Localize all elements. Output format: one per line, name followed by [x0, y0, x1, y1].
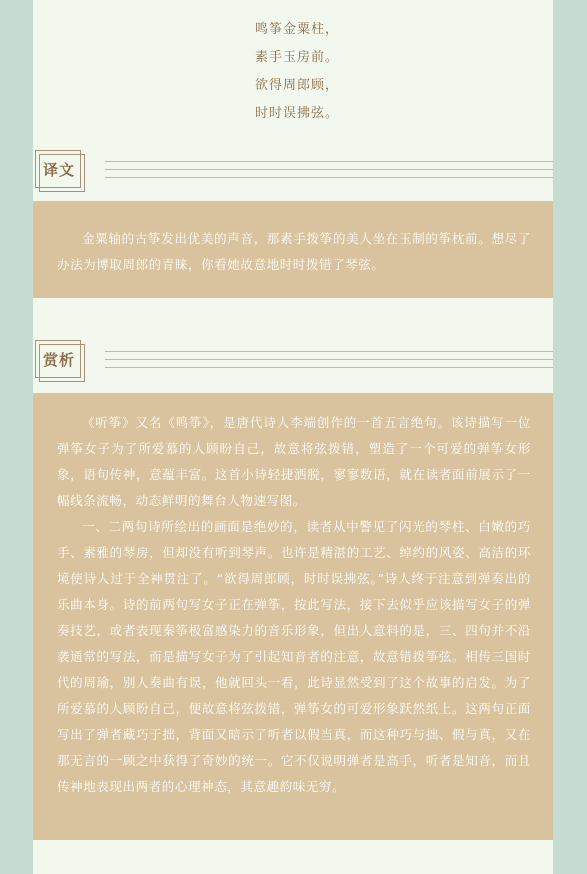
- article-page: [33, 0, 553, 874]
- appreciation-paragraph: 一、二两句诗所绘出的画面是绝妙的，读者从中警见了闪光的琴柱、白嫩的巧手、素雅的琴房，但却没有听到琴声。也许是精湛的工艺、绰约的风姿、高洁的环境使诗人过于全神贯注了。“欲得周郎顾，时时误拂弦。”诗人终于注意到弹奏出的乐曲本身。诗的前两句写女子正在弹筝，按此写法，接下去似乎应该描写女子的弹奏技艺，或者表现秦筝极富感染力的音乐形象，但出人意料的是，三、四句并不沿袭通常的写法，而是描写女子为了引起知音者的注意，故意错拨筝弦。相传三国时代的周瑜，别人奏曲有误，他就回头一看，此诗显然受到了这个故事的启发。为了所爱慕的人顾盼自己，便故意将弦拨错，弹筝女的可爱形象跃然纸上。这两句正面写出了弹者藏巧于拙，背面又暗示了听者以假当真，而这种巧与拙、假与真，又在那无言的一顾之中获得了奇妙的统一。它不仅说明弹者是高手，听者是知音，而且传神地表现出两者的心理神态，其意趣韵味无穷。: [57, 519, 531, 794]
- translation-text: 金粟轴的古筝发出优美的声音，那素手拨筝的美人坐在玉制的筝枕前。想尽了办法为博取周郎的青睐，你看她故意地时时拨错了琴弦。: [57, 231, 531, 272]
- appreciation-header: [33, 340, 553, 384]
- divider-line: [105, 367, 553, 368]
- divider-line: [105, 351, 553, 352]
- poem-line: 素手玉房前。: [254, 50, 339, 65]
- divider-line: [105, 177, 553, 178]
- divider-line: [105, 359, 553, 360]
- appreciation-heading-tag: [35, 340, 81, 378]
- poem-line: 时时误拂弦。: [254, 106, 339, 121]
- translation-heading: 译文: [42, 161, 75, 179]
- divider-line: [105, 161, 553, 162]
- translation-header: [33, 150, 553, 194]
- translation-heading-tag: [35, 150, 81, 188]
- poem-line: 鸣筝金粟柱，: [254, 22, 339, 37]
- translation-panel: [33, 201, 553, 298]
- poem-line: 欲得周郎顾，: [254, 78, 339, 93]
- appreciation-panel: [33, 393, 553, 840]
- divider-line: [105, 169, 553, 170]
- appreciation-heading: 赏析: [42, 351, 75, 369]
- appreciation-paragraph: 《听筝》又名《鸣筝》，是唐代诗人李端创作的一首五言绝句。该诗描写一位弹筝女子为了所爱慕的人顾盼自己，故意将弦拨错，塑造了一个可爱的弹筝女形象，语句传神，意蕴丰富。这首小诗轻捷洒脱，寥寥数语，就在读者面前展示了一幅线条流畅，动态鲜明的舞台人物速写图。: [57, 415, 531, 508]
- poem: [33, 16, 553, 128]
